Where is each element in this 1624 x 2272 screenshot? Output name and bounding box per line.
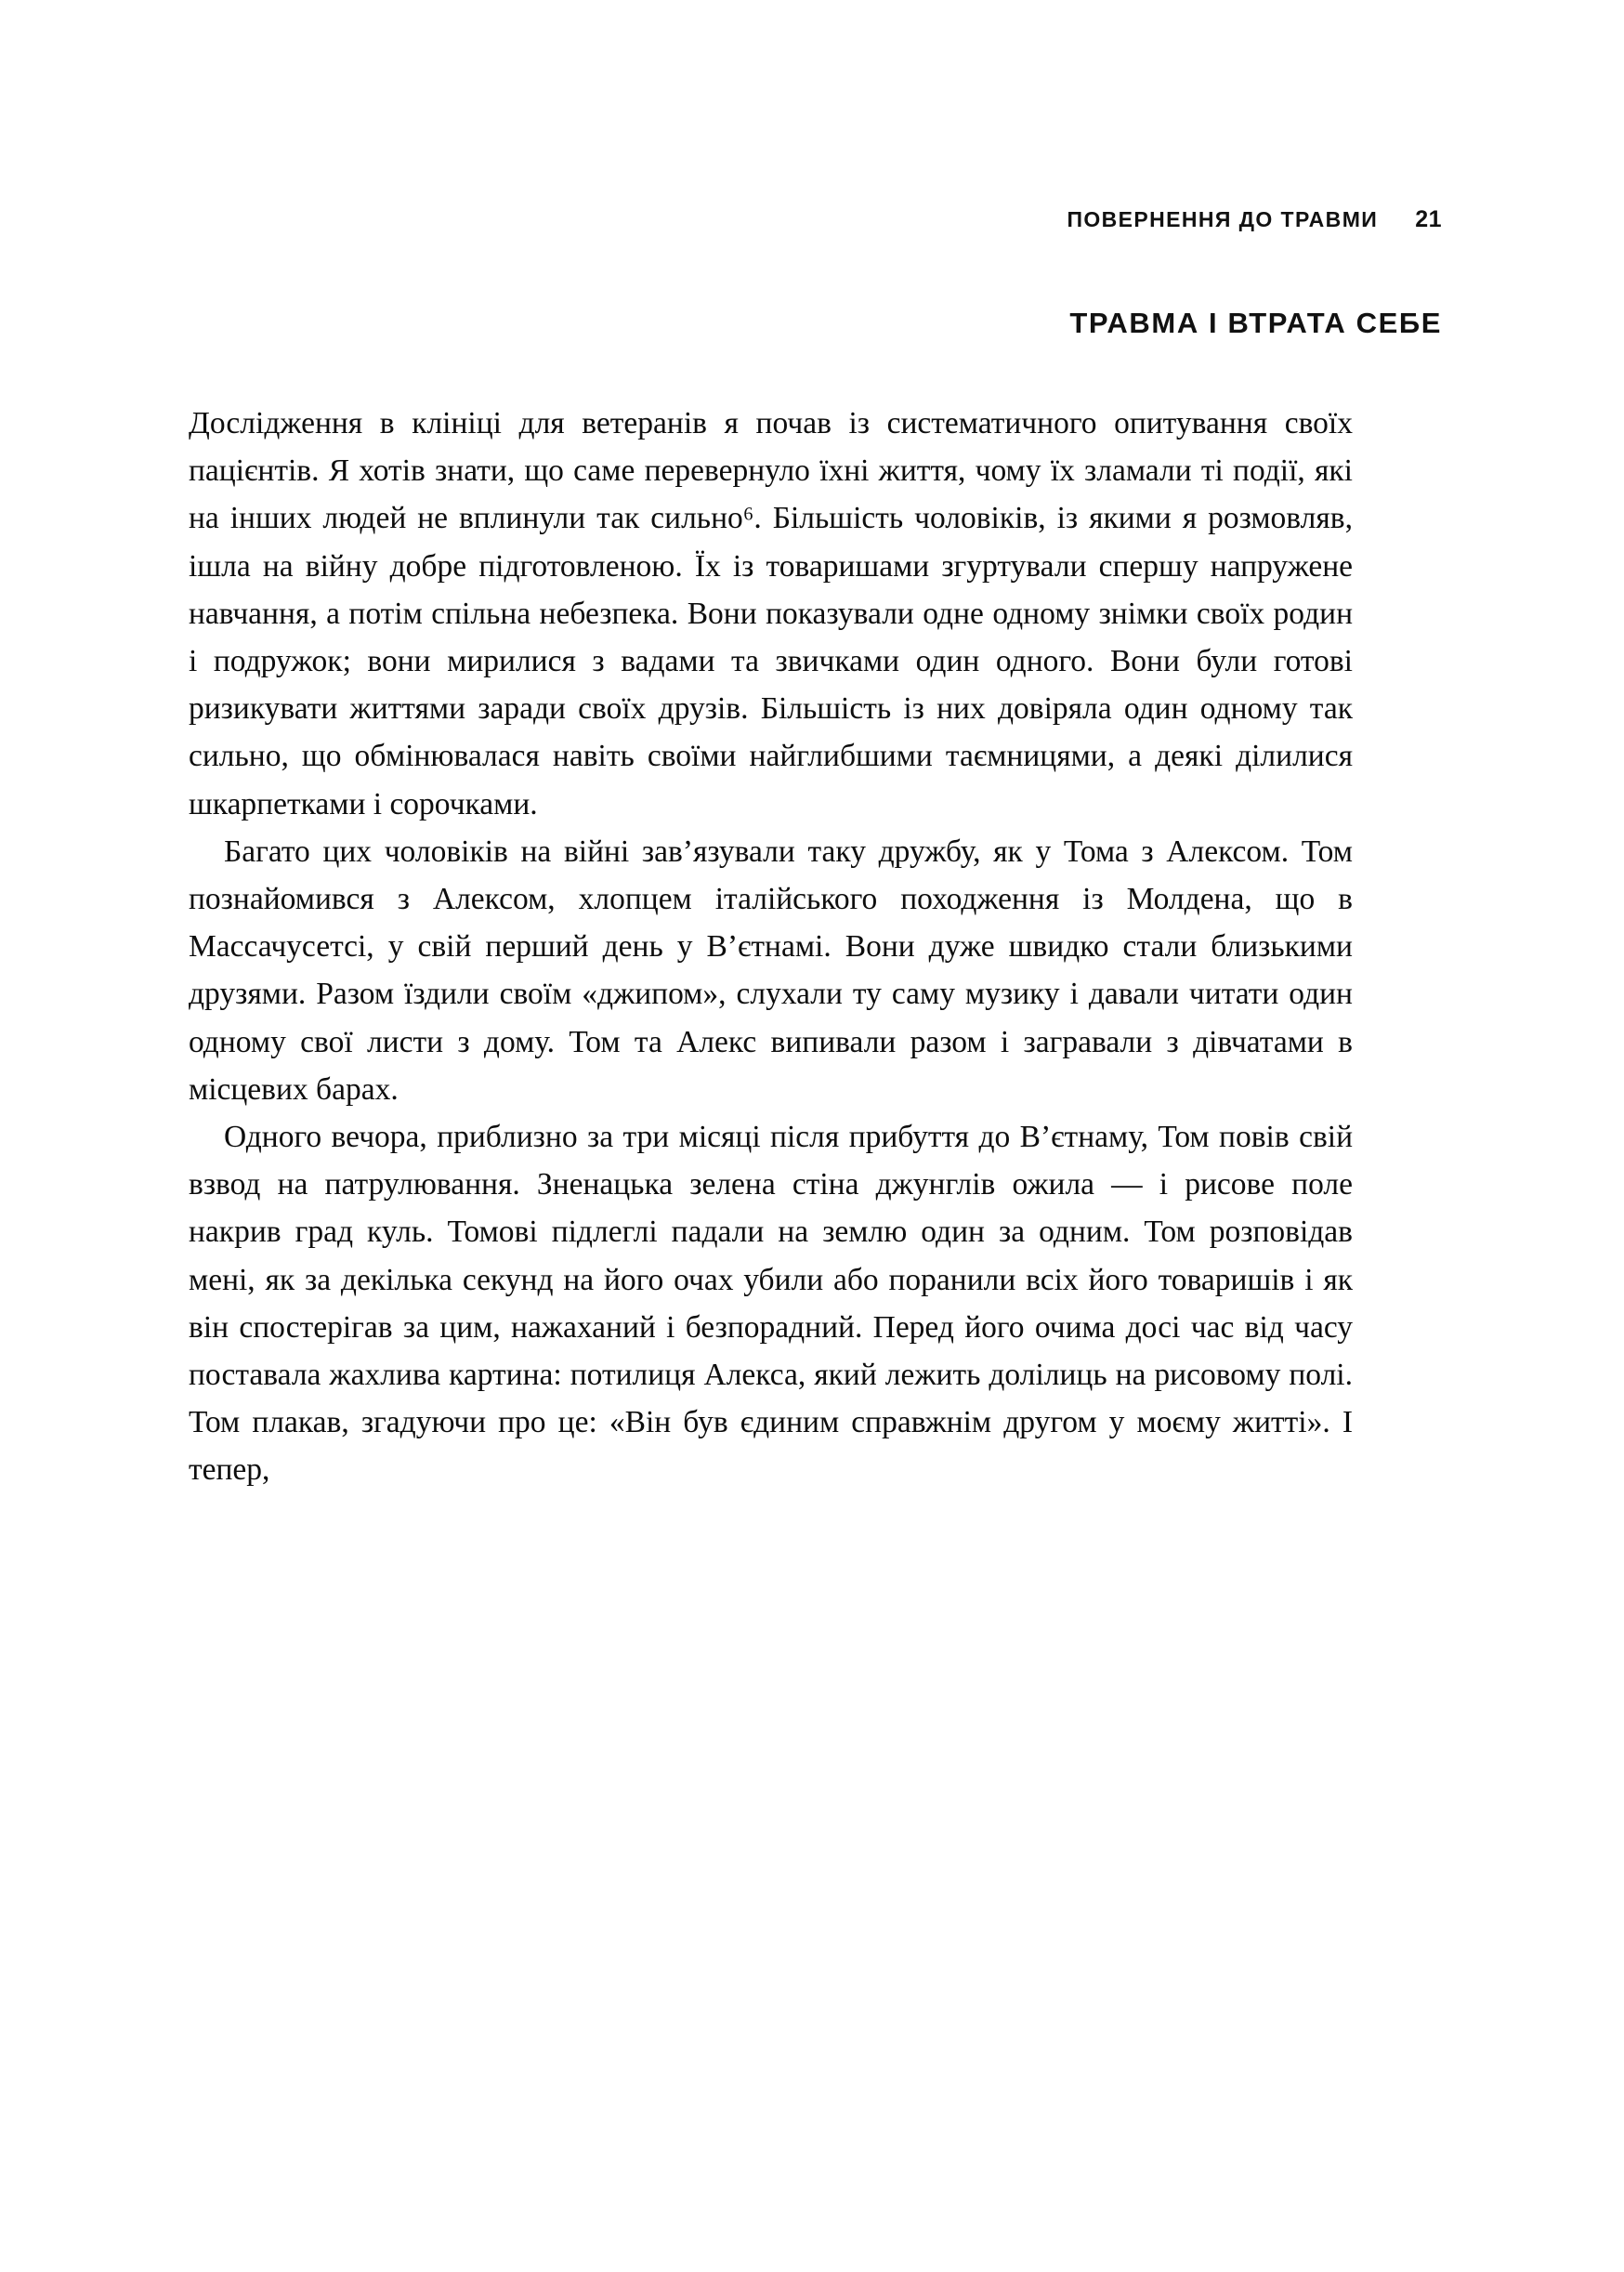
page-number: 21: [1415, 206, 1442, 232]
running-head: [186, 206, 1442, 233]
section-heading: ТРАВМА І ВТРАТА СЕБЕ: [1069, 307, 1442, 339]
body-text: [189, 400, 1353, 1494]
paragraph-2: Багато цих чоловіків на війні зав’язували таку дружбу, як у Тома з Алексом. Том познайомився з Алексом, хлопцем італійського походження із Молдена, що в Массачусетсі, у свій перший день у В’єтнамі. Вони дуже швидко стали близькими друзями. Разом їздили своїм «джипом», слухали ту саму музику і давали читати один одному свої листи з дому. Том та Алекс випивали разом і загравали з дівчатами в місцевих барах.: [189, 834, 1353, 1107]
paragraph-3: Одного вечора, приблизно за три місяці після прибуття до В’єтнаму, Том повів свій взвод на патрулювання. Зненацька зелена стіна джунглів ожила — і рисове поле накрив град куль. Томові підлеглі падали на землю один за одним. Том розповідав мені, як за декілька секунд на його очах убили або поранили всіх його товаришів і як він спостерігав за цим, нажаханий і безпорадний. Перед його очима досі час від часу поставала жахлива картина: потилиця Алекса, який лежить долілиць на рисовому полі. Том плакав, згадуючи про це: «Він був єдиним справжнім другом у моєму житті». І тепер,: [189, 1120, 1353, 1488]
paragraph-1: Дослідження в клініці для ветеранів я почав із систематичного опитування своїх пацієнтів. Я хотів знати, що саме перевернуло їхні життя, чому їх зламали ті події, які на інших людей не вплинули так сильно⁶. Більшість чоловіків, із якими я розмовляв, ішла на війну добре підготовленою. Їх із товаришами згуртували спершу напружене навчання, а потім спільна небезпека. Вони показували одне одному знімки своїх родин і подружок; вони мирилися з вадами та звичками один одного. Вони були готові ризикувати життями заради своїх друзів. Більшість із них довіряла один одному так сильно, що обмінювалася навіть своїми найглибшими таємницями, а деякі ділилися шкарпетками і сорочками.: [189, 406, 1353, 821]
running-head-title: ПОВЕРНЕННЯ ДО ТРАВМИ: [1067, 207, 1379, 231]
